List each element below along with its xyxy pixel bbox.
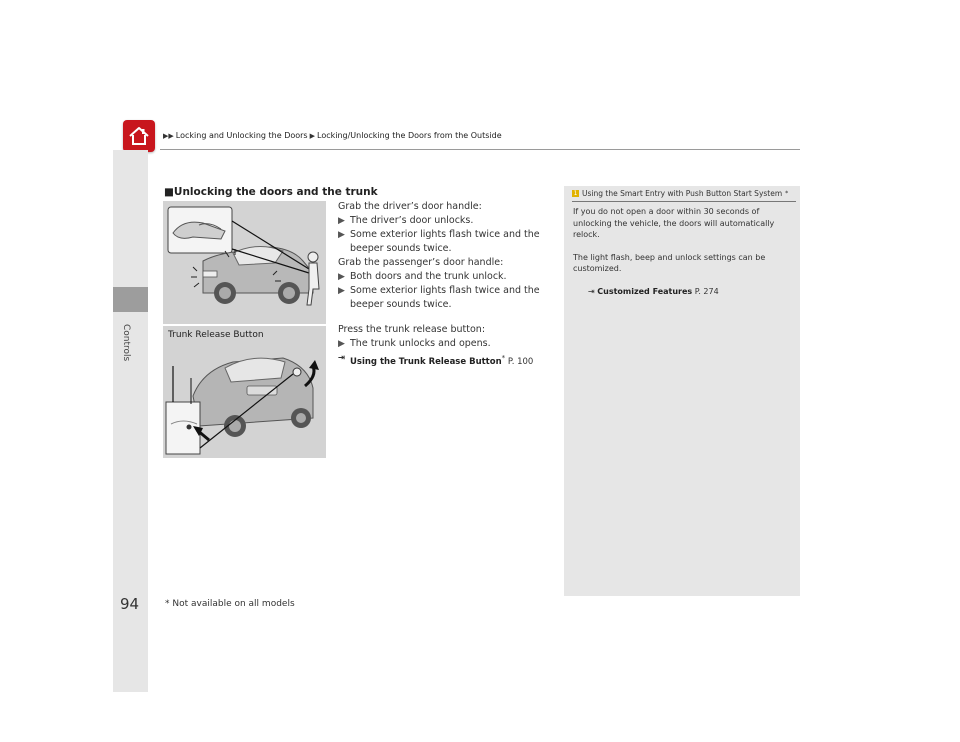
passenger-step-1: ▶ Both doors and the trunk unlock. bbox=[338, 271, 507, 282]
note-paragraph-1: If you do not open a door within 30 seconds of unlocking the vehicle, the doors will automatically relock. bbox=[573, 207, 775, 239]
passenger-step-2-cont: beeper sounds twice. bbox=[350, 299, 452, 310]
page-reference-icon: ⇥ bbox=[588, 286, 598, 296]
triangle-right-icon: ▶ bbox=[338, 286, 345, 296]
section-label: Controls bbox=[121, 324, 131, 362]
triangle-right-icon: ▶ bbox=[309, 131, 315, 140]
door-handle-illustration bbox=[163, 201, 326, 324]
triangle-right-icon: ▶ bbox=[338, 272, 345, 282]
breadcrumb-item-outside[interactable]: Locking/Unlocking the Doors from the Outside bbox=[317, 131, 502, 140]
triangle-right-icon: ▶ bbox=[338, 230, 345, 240]
trunk-release-xref[interactable]: ⇥ Using the Trunk Release Button* P. 100 bbox=[338, 353, 534, 367]
note-title: 1 Using the Smart Entry with Push Button Start System * bbox=[573, 189, 789, 198]
section-heading: ■Unlocking the doors and the trunk bbox=[164, 186, 378, 198]
driver-step-2: ▶ Some exterior lights flash twice and the bbox=[338, 229, 540, 240]
triangle-right-icon: ▶ bbox=[338, 216, 345, 226]
passenger-step-2: ▶ Some exterior lights flash twice and the bbox=[338, 285, 540, 296]
note-divider bbox=[572, 201, 796, 202]
trunk-step-1: ▶ The trunk unlocks and opens. bbox=[338, 338, 491, 349]
trunk-release-button-label: Trunk Release Button bbox=[168, 330, 264, 340]
section-tab[interactable] bbox=[113, 287, 148, 312]
footnote: * Not available on all models bbox=[165, 599, 295, 609]
driver-intro: Grab the driver’s door handle: bbox=[338, 201, 482, 212]
driver-step-1: ▶ The driver’s door unlocks. bbox=[338, 215, 474, 226]
instructions bbox=[338, 200, 556, 369]
home-button[interactable] bbox=[123, 120, 155, 152]
note-paragraph-2: The light flash, beep and unlock settings can be customized. bbox=[573, 252, 766, 273]
breadcrumb bbox=[163, 131, 502, 140]
breadcrumb-item-doors[interactable]: Locking and Unlocking the Doors bbox=[175, 131, 308, 140]
passenger-intro: Grab the passenger’s door handle: bbox=[338, 257, 504, 268]
triangle-right-icon: ▶ bbox=[338, 339, 345, 349]
note-panel bbox=[564, 186, 800, 596]
driver-step-2-cont: beeper sounds twice. bbox=[350, 243, 452, 254]
header-divider bbox=[160, 149, 800, 150]
page-number: 94 bbox=[120, 595, 140, 613]
trunk-release-illustration bbox=[163, 326, 326, 458]
triangle-right-icon: ▶▶ bbox=[163, 131, 174, 140]
note-body bbox=[573, 206, 793, 308]
trunk-intro: Press the trunk release button: bbox=[338, 324, 486, 335]
page-reference-icon: ⇥ bbox=[338, 353, 346, 363]
note-icon: 1 bbox=[573, 190, 578, 197]
home-icon bbox=[128, 126, 150, 146]
customized-features-xref[interactable]: ⇥ Customized Features P. 274 bbox=[588, 286, 719, 296]
